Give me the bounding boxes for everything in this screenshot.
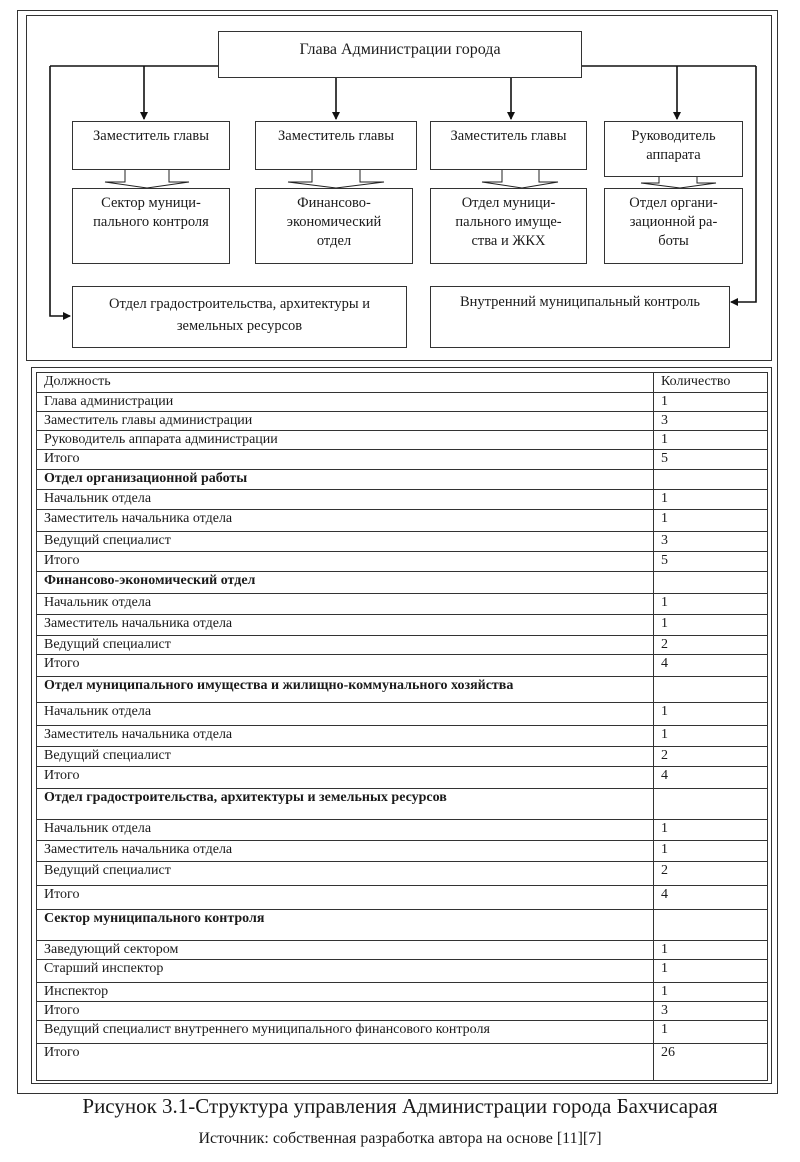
cell-position: Отдел муниципального имущества и жилищно-коммунального хозяйства xyxy=(37,677,654,703)
table-row xyxy=(37,886,768,910)
table-section-row xyxy=(37,910,768,941)
cell-position: Инспектор xyxy=(37,983,654,1002)
cell-count: 26 xyxy=(654,1044,768,1081)
table-row xyxy=(37,941,768,960)
head-of-administration-box: Глава Администрации города xyxy=(218,31,582,78)
cell-count xyxy=(654,677,768,703)
figure-caption: Рисунок 3.1-Структура управления Администрации города Бахчисарая xyxy=(82,1094,718,1118)
cell-position: Ведущий специалист xyxy=(37,862,654,886)
cell-count: 1 xyxy=(654,726,768,747)
cell-position: Итого xyxy=(37,1044,654,1081)
cell-position: Отдел организационной работы xyxy=(37,470,654,490)
cell-count: 5 xyxy=(654,450,768,470)
table-row xyxy=(37,747,768,767)
deputy-box-1: Заместитель главы xyxy=(72,121,230,170)
cell-count: 1 xyxy=(654,615,768,636)
cell-position: Итого xyxy=(37,886,654,910)
cell-position: Ведущий специалист xyxy=(37,636,654,655)
table-header-row xyxy=(37,373,768,393)
table-row xyxy=(37,1021,768,1044)
cell-count: 1 xyxy=(654,703,768,726)
finance-department-box: Финансово-экономический отдел xyxy=(255,188,413,264)
cell-count: 4 xyxy=(654,767,768,789)
table-section-row xyxy=(37,572,768,594)
table-row xyxy=(37,431,768,450)
cell-position: Ведущий специалист xyxy=(37,532,654,552)
cell-position: Заместитель главы администрации xyxy=(37,412,654,431)
cell-position: Заместитель начальника отдела xyxy=(37,510,654,532)
cell-position: Заместитель начальника отдела xyxy=(37,726,654,747)
cell-count: 1 xyxy=(654,983,768,1002)
head-of-apparatus-box: Руководитель аппарата xyxy=(604,121,743,177)
table-row xyxy=(37,393,768,412)
table-row xyxy=(37,960,768,983)
cell-count: 2 xyxy=(654,747,768,767)
table-row xyxy=(37,510,768,532)
cell-position: Итого xyxy=(37,450,654,470)
cell-position: Заместитель начальника отдела xyxy=(37,615,654,636)
cell-count: 5 xyxy=(654,552,768,572)
cell-position: Итого xyxy=(37,1002,654,1021)
cell-position: Сектор муниципального контроля xyxy=(37,910,654,941)
cell-count xyxy=(654,572,768,594)
cell-position: Заведующий сектором xyxy=(37,941,654,960)
table-row xyxy=(37,983,768,1002)
cell-position: Руководитель аппарата администрации xyxy=(37,431,654,450)
cell-position: Отдел градостроительства, архитектуры и земельных ресурсов xyxy=(37,789,654,820)
cell-count: 1 xyxy=(654,941,768,960)
urban-planning-department-box: Отдел градостроительства, архитектуры и земельных ресурсов xyxy=(72,286,407,348)
cell-position: Заместитель начальника отдела xyxy=(37,841,654,862)
cell-position: Итого xyxy=(37,655,654,677)
cell-count: 1 xyxy=(654,820,768,841)
cell-position: Начальник отдела xyxy=(37,490,654,510)
cell-count: 1 xyxy=(654,1021,768,1044)
cell-position: Итого xyxy=(37,552,654,572)
table-row xyxy=(37,820,768,841)
cell-count: 1 xyxy=(654,510,768,532)
table-row xyxy=(37,767,768,789)
cell-count: 3 xyxy=(654,412,768,431)
table-row xyxy=(37,615,768,636)
table-row xyxy=(37,655,768,677)
table-row xyxy=(37,726,768,747)
cell-count: 1 xyxy=(654,431,768,450)
cell-position: Глава администрации xyxy=(37,393,654,412)
table-row xyxy=(37,490,768,510)
cell-position: Начальник отдела xyxy=(37,703,654,726)
cell-count: 2 xyxy=(654,862,768,886)
cell-position: Начальник отдела xyxy=(37,594,654,615)
table-section-row xyxy=(37,677,768,703)
cell-count xyxy=(654,789,768,820)
cell-count: 1 xyxy=(654,393,768,412)
deputy-box-3: Заместитель главы xyxy=(430,121,587,170)
cell-count: 4 xyxy=(654,886,768,910)
header-count: Количество xyxy=(654,373,768,393)
cell-count xyxy=(654,910,768,941)
cell-position: Ведущий специалист внутреннего муниципального финансового контроля xyxy=(37,1021,654,1044)
cell-position: Старший инспектор xyxy=(37,960,654,983)
table-row xyxy=(37,841,768,862)
table-row xyxy=(37,862,768,886)
table-section-row xyxy=(37,789,768,820)
cell-position: Ведущий специалист xyxy=(37,747,654,767)
cell-count: 1 xyxy=(654,490,768,510)
cell-position: Финансово-экономический отдел xyxy=(37,572,654,594)
cell-position: Итого xyxy=(37,767,654,789)
table-row xyxy=(37,1044,768,1081)
header-position: Должность xyxy=(37,373,654,393)
cell-count xyxy=(654,470,768,490)
table-row xyxy=(37,636,768,655)
cell-position: Начальник отдела xyxy=(37,820,654,841)
municipal-control-sector-box: Сектор муници-пального контроля xyxy=(72,188,230,264)
deputy-box-2: Заместитель главы xyxy=(255,121,417,170)
figure-source: Источник: собственная разработка автора на основе [11][7] xyxy=(198,1130,602,1147)
table-row xyxy=(37,532,768,552)
table-row xyxy=(37,450,768,470)
property-department-box: Отдел муници-пального имуще-ства и ЖКХ xyxy=(430,188,587,264)
cell-count: 3 xyxy=(654,532,768,552)
cell-count: 1 xyxy=(654,841,768,862)
table-row xyxy=(37,703,768,726)
cell-count: 3 xyxy=(654,1002,768,1021)
table-row xyxy=(37,1002,768,1021)
table-section-row xyxy=(37,470,768,490)
staff-table xyxy=(36,372,768,1081)
table-row xyxy=(37,552,768,572)
organizational-department-box: Отдел органи-зационной ра-боты xyxy=(604,188,743,264)
cell-count: 2 xyxy=(654,636,768,655)
table-row xyxy=(37,594,768,615)
table-row xyxy=(37,412,768,431)
cell-count: 1 xyxy=(654,594,768,615)
cell-count: 1 xyxy=(654,960,768,983)
internal-control-box: Внутренний муниципальный контроль xyxy=(430,286,730,348)
cell-count: 4 xyxy=(654,655,768,677)
